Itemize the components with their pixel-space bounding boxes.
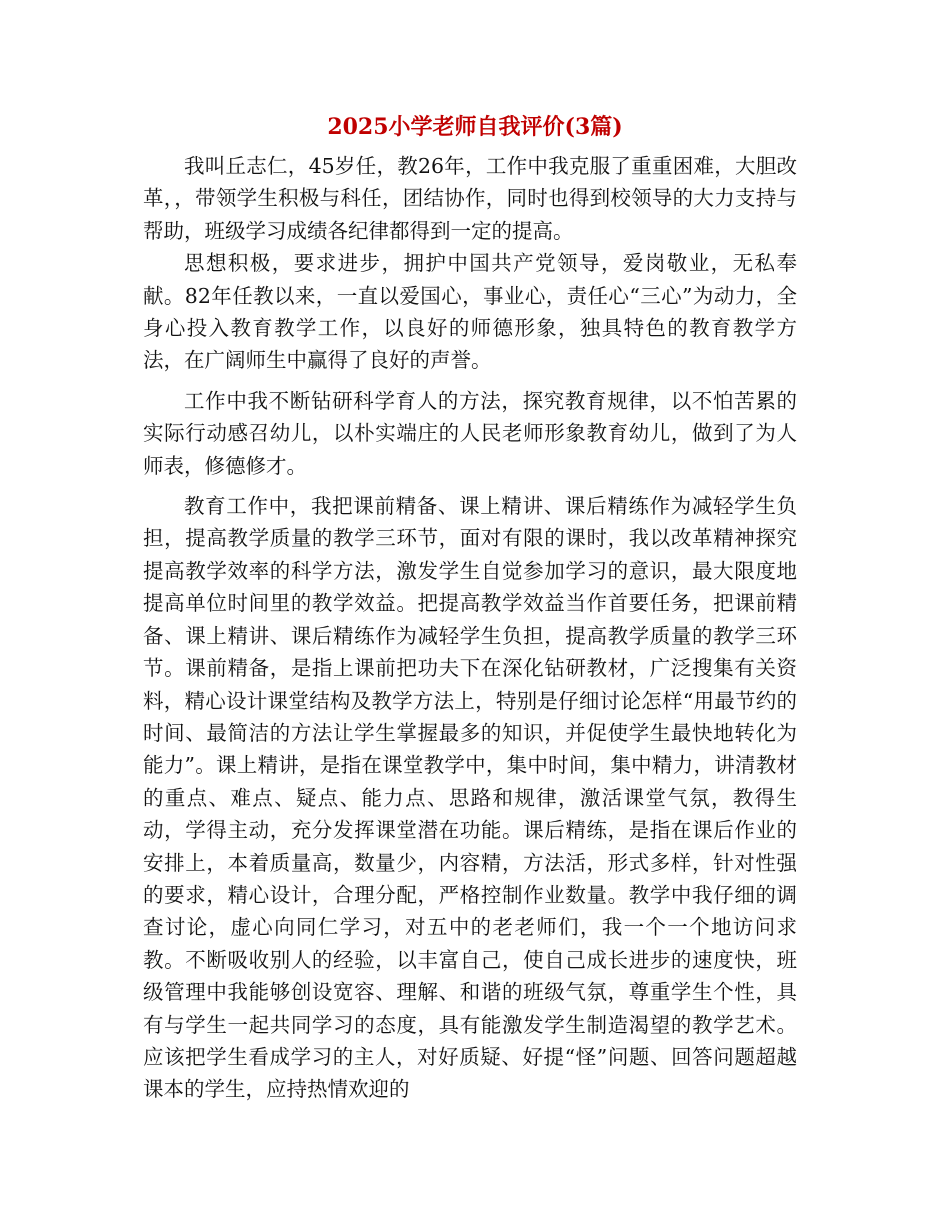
paragraph-4: 教育工作中，我把课前精备、课上精讲、课后精练作为减轻学生负担，提高教学质量的教学三环节，面对有限的课时，我以改革精神探究提高教学效率的科学方法，激发学生自觉参加学习的意识，最大限度地提高单位时间里的教学效益。把提高教学效益当作首要任务，把课前精备、课上精讲、课后精练作为减轻学生负担，提高教学质量的教学三环节。课前精备，是指上课前把功夫下在深化钻研教材，广泛搜集有关资料，精心设计课堂结构及教学方法上，特别是仔细讨论怎样“用最节约的时间、最简洁的方法让学生掌握最多的知识，并促使学生最快地转化为能力”。课上精讲，是指在课堂教学中，集中时间，集中精力，讲清教材的重点、难点、疑点、能力点、思路和规律，激活课堂气氛，教得生动，学得主动，充分发挥课堂潜在功能。课后精练，是指在课后作业的安排上，本着质量高，数量少，内容精，方法活，形式多样，针对性强的要求，精心设计，合理分配，严格控制作业数量。教学中我仔细的调查讨论，虚心向同仁学习，对五中的老老师们，我一个一个地访问求教。不断吸收别人的经验，以丰富自己，使自己成长进步的速度快，班级管理中我能够创设宽容、理解、和谐的班级气氛，尊重学生个性，具有与学生一起共同学习的态度，具有能激发学生制造渴望的教学艺术。应该把学生看成学习的主人，对好质疑、好提“怪”问题、回答问题超越课本的学生，应持热情欢迎的 — [143, 494, 797, 1102]
document-title: 2025小学老师自我评价(3篇) — [327, 114, 623, 140]
paragraph-1: 我叫丘志仁，45岁任，教26年，工作中我克服了重重困难，大胆改革，，带领学生积极与科任，团结协作，同时也得到校领导的大力支持与帮助，班级学习成绩各纪律都得到一定的提高。 — [143, 154, 797, 243]
document-body — [143, 150, 797, 1106]
paragraph-3: 工作中我不断钻研科学育人的方法，探究教育规律，以不怕苦累的实际行动感召幼儿，以朴实端庄的人民老师形象教育幼儿，做到了为人师表，修德修才。 — [143, 388, 797, 478]
paragraph-2: 思想积极，要求进步，拥护中国共产党领导，爱岗敬业，无私奉献。82年任教以来，一直以爱国心，事业心，责任心“三心”为动力，全身心投入教育教学工作，以良好的师德形象，独具特色的教育教学方法，在广阔师生中赢得了良好的声誉。 — [143, 251, 797, 373]
